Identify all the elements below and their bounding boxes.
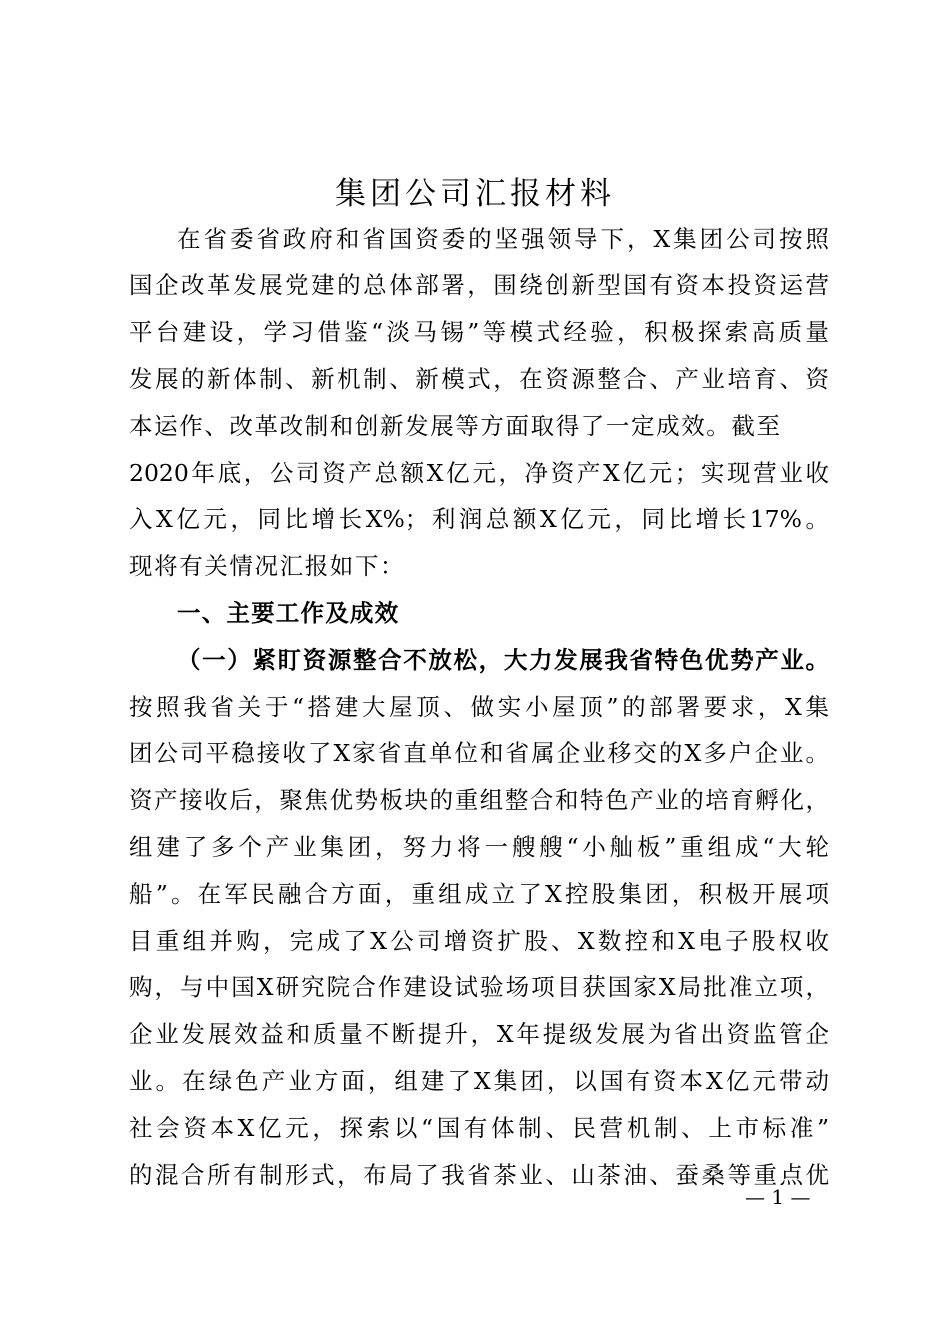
body-line: 资产接收后，聚焦优势板块的重组整合和特色产业的培育孵化， — [129, 786, 829, 814]
subsection-heading: （一）紧盯资源整合不放松，大力发展我省特色优势产业。 — [177, 646, 829, 674]
body-line: 购，与中国X研究院合作建设试验场项目获国家X局批准立项， — [129, 973, 829, 1001]
body-line: 平台建设，学习借鉴“淡马锡”等模式经验，积极探索高质量 — [129, 318, 829, 346]
body-line: 企业发展效益和质量不断提升，X年提级发展为省出资监管企 — [129, 1020, 829, 1048]
document-title: 集团公司汇报材料 — [335, 176, 615, 212]
body-line: 现将有关情况汇报如下： — [129, 552, 406, 580]
body-line: 船”。在军民融合方面，重组成立了X控股集团，积极开展项 — [129, 880, 829, 908]
body-line: 入X亿元，同比增长X%；利润总额X亿元，同比增长17%。 — [129, 505, 829, 533]
section-heading: 一、主要工作及成效 — [177, 599, 400, 627]
body-line: 发展的新体制、新机制、新模式，在资源整合、产业培育、资 — [129, 365, 829, 393]
body-line: 业。在绿色产业方面，组建了X集团，以国有资本X亿元带动 — [129, 1067, 829, 1095]
body-line: 本运作、改革改制和创新发展等方面取得了一定成效。截至 — [129, 412, 782, 440]
body-line: 在省委省政府和省国资委的坚强领导下，X集团公司按照 — [177, 225, 829, 253]
page-number: — 1 — — [745, 1185, 811, 1209]
body-line: 团公司平稳接收了X家省直单位和省属企业移交的X多户企业。 — [129, 739, 829, 767]
body-line: 的混合所有制形式，布局了我省茶业、山茶油、蚕桑等重点优 — [129, 1161, 829, 1189]
body-line: 按照我省关于“搭建大屋顶、做实小屋顶”的部署要求，X集 — [129, 693, 829, 721]
body-line: 国企改革发展党建的总体部署，围绕创新型国有资本投资运营 — [129, 271, 829, 299]
body-line: 组建了多个产业集团，努力将一艘艘“小舢板”重组成“大轮 — [129, 833, 829, 861]
body-line: 2020年底，公司资产总额X亿元，净资产X亿元；实现营业收 — [129, 459, 829, 487]
body-line: 目重组并购，完成了X公司增资扩股、X数控和X电子股权收 — [129, 927, 829, 955]
body-line: 社会资本X亿元，探索以“国有体制、民营机制、上市标准” — [129, 1114, 829, 1142]
